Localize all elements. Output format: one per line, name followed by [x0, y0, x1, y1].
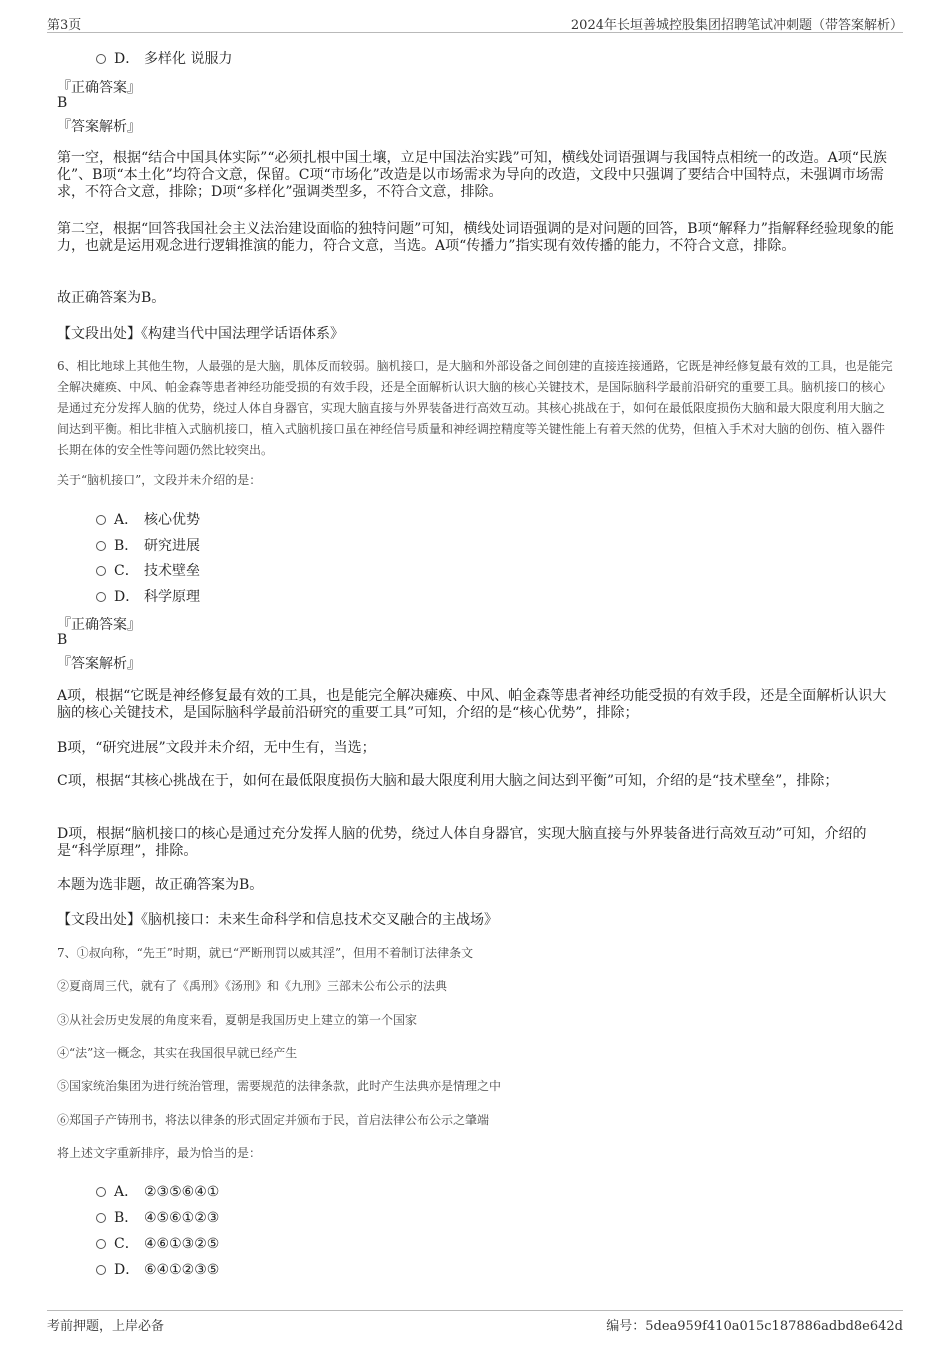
q6-conclusion: 本题为选非题，故正确答案为B。 [57, 877, 264, 893]
q7-line-6: ⑥郑国子产铸刑书，将法以律条的形式固定并颁布于民，首启法律公布公示之肇端 [57, 1113, 490, 1127]
q5-answer-label: 『正确答案』 [57, 80, 141, 96]
q5-conclusion: 故正确答案为B。 [57, 290, 166, 306]
page-number: 第3页 [47, 18, 82, 33]
page-footer [47, 1310, 903, 1334]
q5-source: 【文段出处】《构建当代中国法理学话语体系》 [57, 326, 344, 342]
q6-analysis-b: B项，“研究进展”文段并未介绍，无中生有，当选； [57, 740, 376, 756]
q7-line-1: 7、①叔向称，“先王”时期，就已“严断刑罚以威其淫”，但用不着制订法律条文 [57, 946, 474, 960]
document-title: 2024年长垣善城控股集团招聘笔试冲刺题（带答案解析） [570, 18, 903, 33]
q6-analysis-c: C项，根据“其核心挑战在于，如何在最低限度损伤大脑和最大限度利用大脑之间达到平衡”可知，介绍的是“技术壁垒”，排除； [57, 773, 839, 789]
q7-line-3: ③从社会历史发展的角度来看，夏朝是我国历史上建立的第一个国家 [57, 1013, 418, 1027]
q7-option-d[interactable]: D． ⑥④①②③⑤ [96, 1259, 219, 1279]
q7-line-5: ⑤国家统治集团为进行统治管理，需要规范的法律条款，此时产生法典亦是情理之中 [57, 1079, 502, 1093]
q6-analysis-label: 『答案解析』 [57, 656, 141, 672]
q6-analysis-a: A项，根据“它既是神经修复最有效的工具，也是能完全解决瘫痪、中风、帕金森等患者神经功能受损的有效手段，还是全面解析认识大脑的核心关键技术，是国际脑科学最前沿研究的重要工具”可知，介绍的是“核心优势”，排除； [57, 688, 887, 721]
footer-slogan: 考前押题，上岸必备 [47, 1319, 165, 1334]
q6-source: 【文段出处】《脑机接口：未来生命科学和信息技术交叉融合的主战场》 [57, 912, 498, 928]
q7-option-b[interactable]: B． ④⑤⑥①②③ [96, 1207, 219, 1227]
page-header [47, 12, 903, 33]
q6-option-a[interactable]: A． 核心优势 [96, 509, 200, 529]
q6-question: 关于“脑机接口”，文段并未介绍的是： [57, 473, 262, 487]
q5-analysis-para-1: 第一空，根据“结合中国具体实际”“必须扎根中国土壤，立足中国法治实践”可知，横线处词语强调与我国特点相统一的改造。A项“民族化”、B项“本土化”均符合文意，保留。C项“市场化”改造是以市场需求为导向的改造，文段中只强调了要结合中国特点，未强调市场需求，不符合文意，排除；D项“多样化”强调类型多，不符合文意，排除。 [57, 150, 887, 200]
radio-icon[interactable] [96, 1187, 106, 1197]
q7-line-2: ②夏商周三代，就有了《禹刑》《汤刑》和《九刑》三部未公布公示的法典 [57, 979, 448, 993]
q7-option-a[interactable]: A． ②③⑤⑥④① [96, 1181, 219, 1201]
radio-icon[interactable] [96, 566, 106, 576]
q6-option-c[interactable]: C． 技术壁垒 [96, 560, 200, 580]
document-id: 编号：5dea959f410a015c187886adbd8e642d [606, 1319, 903, 1334]
radio-icon[interactable] [96, 1265, 106, 1275]
q6-option-b[interactable]: B． 研究进展 [96, 535, 200, 555]
q5-option-d[interactable]: D． 多样化 说服力 [96, 48, 232, 68]
q6-analysis-d: D项，根据“脑机接口的核心是通过充分发挥人脑的优势，绕过人体自身器官，实现大脑直接与外界装备进行高效互动”可知，介绍的是“科学原理”，排除。 [57, 826, 867, 859]
q5-analysis-label: 『答案解析』 [57, 119, 141, 135]
q6-stem: 6、相比地球上其他生物，人最强的是大脑，肌体反而较弱。脑机接口，是大脑和外部设备之间创建的直接连接通路，它既是神经修复最有效的工具，也是能完全解决瘫痪、中风、帕金森等患者神经功能受损的有效手段，还是全面解析认识大脑的核心关键技术，是国际脑科学最前沿研究的重要工具。脑机接口的核心是通过充分发挥人脑的优势，绕过人体自身器官，实现大脑直接与外界装备进行高效互动。其核心挑战在于，如何在最低限度损伤大脑和最大限度利用大脑之间达到平衡。相比非植入式脑机接口，植入式脑机接口虽在神经信号质量和神经调控精度等关键性能上有着天然的优势，但植入手术对大脑的创伤、植入器件长期在体的安全性等问题仍然比较突出。 [57, 359, 893, 457]
radio-icon[interactable] [96, 1213, 106, 1223]
q6-answer: B [57, 632, 68, 648]
q6-answer-label: 『正确答案』 [57, 617, 141, 633]
q7-question: 将上述文字重新排序，最为恰当的是： [57, 1146, 262, 1160]
q7-line-4: ④“法”这一概念，其实在我国很早就已经产生 [57, 1046, 298, 1060]
radio-icon[interactable] [96, 515, 106, 525]
q6-option-d[interactable]: D． 科学原理 [96, 586, 200, 606]
q7-option-c[interactable]: C． ④⑥①③②⑤ [96, 1233, 219, 1253]
q5-answer: B [57, 95, 68, 111]
radio-icon[interactable] [96, 1239, 106, 1249]
q5-analysis-para-2: 第二空，根据“回答我国社会主义法治建设面临的独特问题”可知，横线处词语强调的是对问题的回答，B项“解释力”指解释经验现象的能力，也就是运用观念进行逻辑推演的能力，符合文意，当选。A项“传播力”指实现有效传播的能力，不符合文意，排除。 [57, 221, 894, 254]
radio-icon[interactable] [96, 541, 106, 551]
radio-icon[interactable] [96, 54, 106, 64]
radio-icon[interactable] [96, 592, 106, 602]
